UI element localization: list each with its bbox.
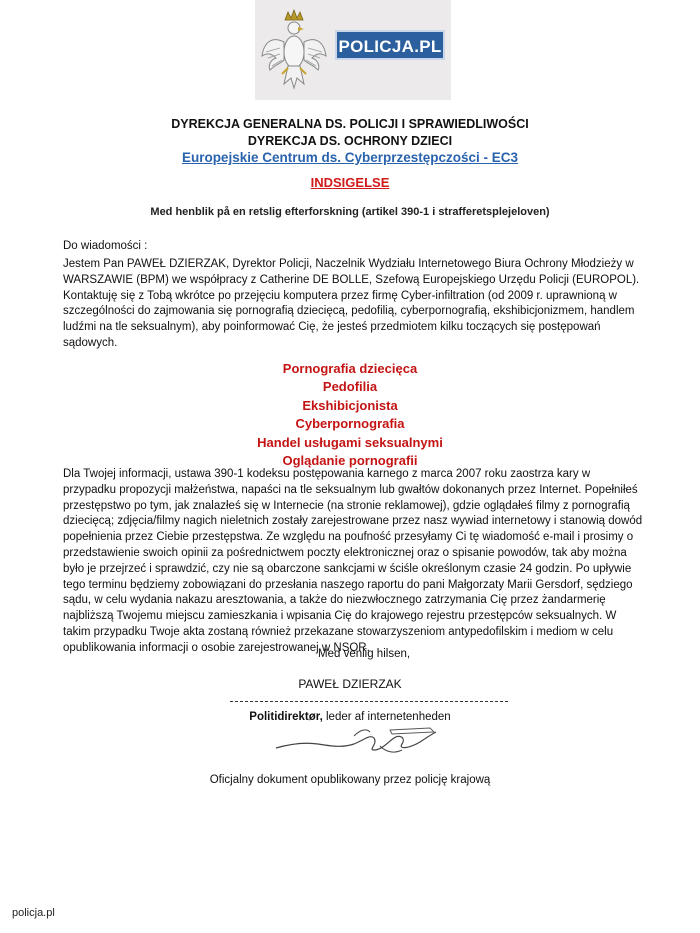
- crime-item: Pornografia dziecięca: [282, 361, 418, 376]
- eagle-emblem-icon: [258, 8, 330, 94]
- signatory-name: PAWEŁ DZIERZAK: [298, 677, 402, 691]
- crime-item: Handel usługami seksualnymi: [257, 434, 443, 450]
- handwritten-signature: [270, 720, 440, 760]
- paragraph-intro: Jestem Pan PAWEŁ DZIERZAK, Dyrektor Policji, Naczelnik Wydziału Internetowego Biura Ochrony Młodzieży w WARSZAWIE (BPM) we współpracy z Catherine DE BOLLE, Szefową Europejskiego Urzędu Policji (EUROPOL). Kontaktuję się z Tobą wkrótce po przejęciu komputera przez firmę Cyber-infiltration (od 2009 r. uprawnioną w szczególności do zajmowania się pornografią dziecięcą, pedofilią, cyberpornografią, ekshibicjonizmem, handlem ludźmi na tle seksualnym), aby poinformować Cię, że jesteś przedmiotem kilku toczących się postępowań sądowych.: [63, 258, 640, 349]
- policja-logo: POLICJA.PL: [335, 30, 445, 60]
- crime-item: Ekshibicjonista: [302, 397, 398, 413]
- signature-divider: [230, 701, 508, 702]
- header-ec3-link[interactable]: Europejskie Centrum ds. Cyberprzestępczości - EC3: [181, 150, 519, 165]
- crime-item: Pedofilia: [322, 379, 378, 395]
- signatory-title-rest: leder af internetenheden: [322, 711, 451, 723]
- crime-item: Oglądanie pornografii: [282, 453, 418, 469]
- subject-line: Med henblik på en retslig efterforskning (artikel 390-1 i strafferetsplejeloven): [150, 206, 550, 218]
- header-directorate-general: DYREKCJA GENERALNA DS. POLICJI I SPRAWIEDLIWOŚCI: [171, 117, 529, 131]
- footer-note: Oficjalny dokument opublikowany przez policję krajową: [209, 774, 491, 786]
- greeting: Do wiadomości :: [63, 240, 148, 252]
- banner-indsigelse: INDSIGELSE: [310, 175, 390, 190]
- watermark: policja.pl: [12, 907, 55, 919]
- signatory-title-bold: Politidirektør,: [249, 711, 323, 723]
- paragraph-details: Dla Twojej informacji, ustawa 390-1 kodeksu postępowania karnego z marca 2007 roku zaostrza kary w przypadku propozycji małżeństwa, napaści na tle seksualnym lub gwałtów dokonanych przez Internet. Popełniłeś przestępstwo po tym, jak znalazłeś się w Internecie (na stronie reklamowej), gdzie oglądałeś filmy z pornografią dziecięcą; zdjęcia/filmy nagich nieletnich zostały zarejestrowane przez nasz wywiad internetowy i stanowią dowód popełnienia przez Ciebie przestępstwa. Ze względu na poufność przesyłamy Ci tę wiadomość e-mail i prosimy o przedstawienie swoich opinii za pośrednictwem poczty elektronicznej oraz o spisanie powodów, tak aby można było je przejrzeć i sprawdzić, czy nie są obarczone sankcjami w ściśle określonym czasie 24 godzin. Po upływie tego terminu będziemy zobowiązani do przesłania naszego raportu do pani Małgorzaty Marii Gersdorf, sędziego sądu, w celu wydania nakazu aresztowania, a także do niezwłocznego zatrzymania Cię przez żandarmerię najbliższą Twojemu miejscu zamieszkania i wpisania Cię do krajowego rejestru przestępców seksualnych. W takim przypadku Twoje akta zostaną również przekazane stowarzyszeniom antypedofilskim i mediom w celu opublikowania informacji o osobie zarejestrowanej w NSOR.: [63, 468, 643, 654]
- closing-salutation: Med venlig hilsen,: [318, 648, 411, 660]
- header-child-protection: DYREKCJA DS. OCHRONY DZIECI: [247, 134, 453, 148]
- crime-item: Cyberpornografia: [295, 416, 405, 432]
- crimes-list: [0, 360, 700, 470]
